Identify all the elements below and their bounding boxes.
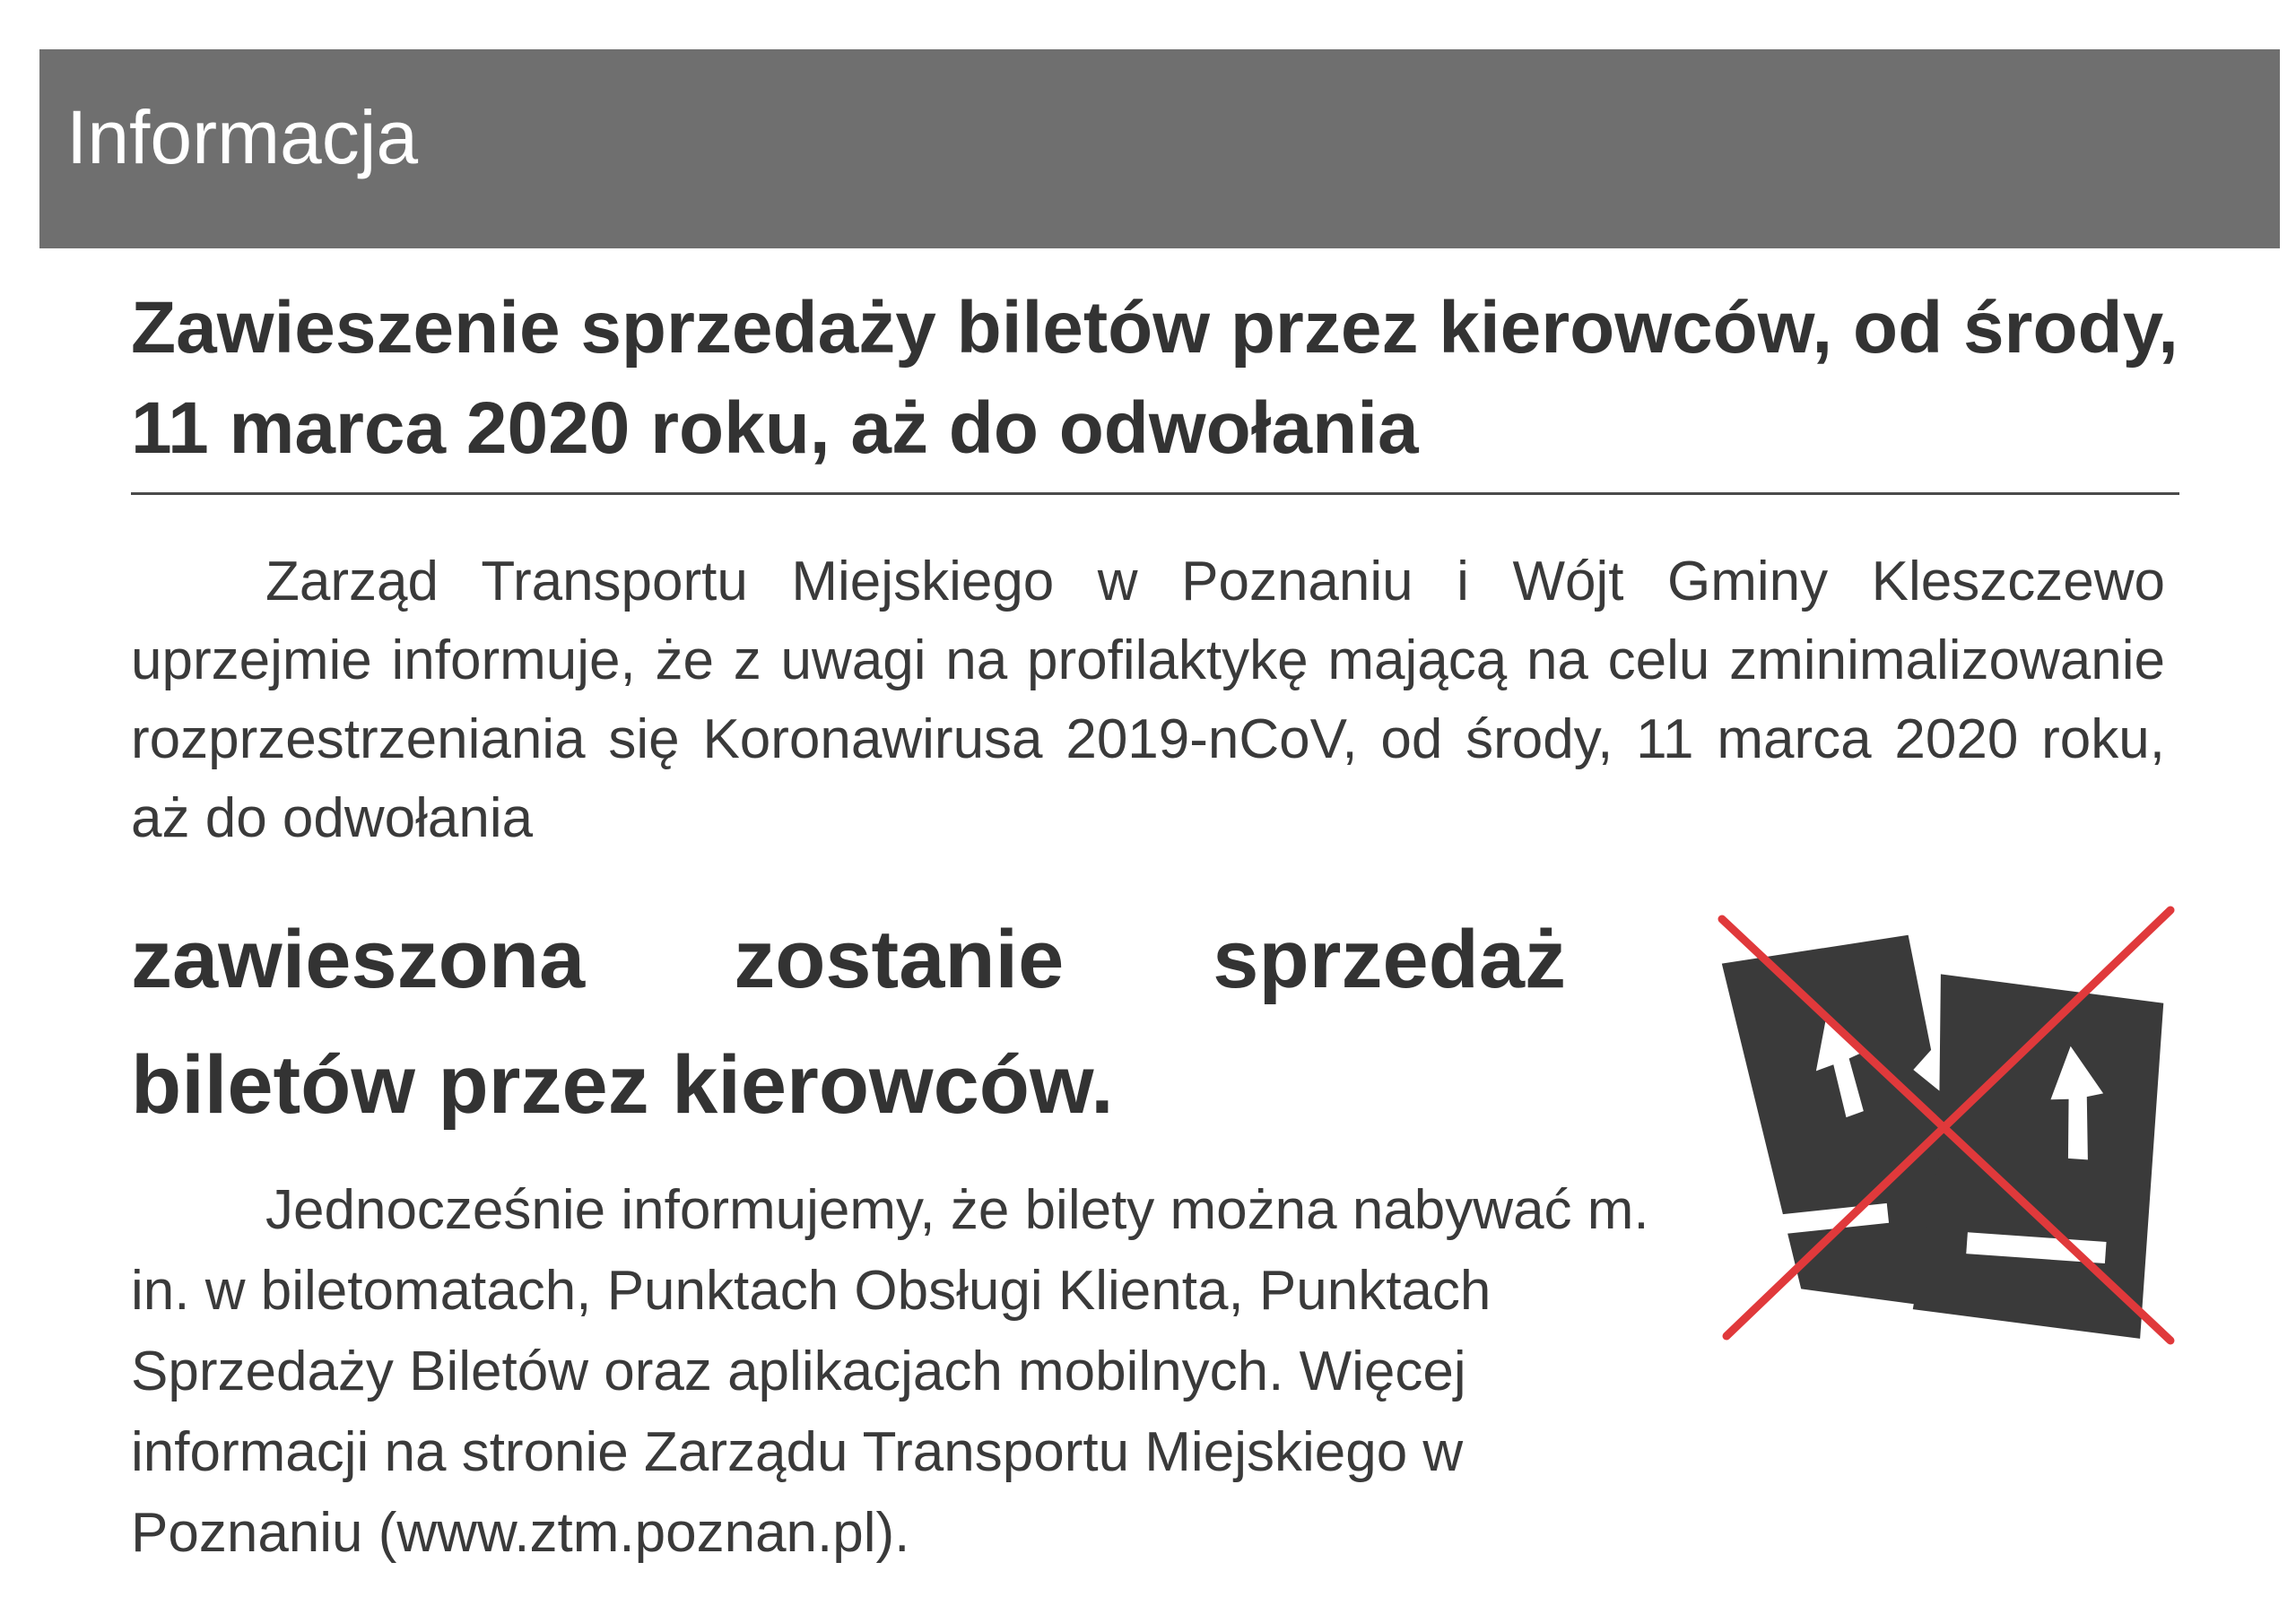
suspension-notice xyxy=(131,897,1566,1148)
tickets-svg xyxy=(1704,897,2188,1354)
intro-paragraph-text: Zarząd Transportu Miejskiego w Poznaniu i Wójt Gminy Kleszczewo uprzejmie informuje, że z uwagi na profilaktykę mającą na celu zminimalizowanie rozprzestrzeniania się Koronawirusa 2019-nCoV, od środy, 11 marca 2020 roku, aż do odwołania xyxy=(131,551,2165,849)
header-title: Informacja xyxy=(66,95,419,179)
notice-line-2: biletów przez kierowców. xyxy=(131,1039,1114,1131)
notice-line-1: zawieszona zostanie sprzedaż xyxy=(131,914,1566,1005)
intro-paragraph xyxy=(131,542,2165,858)
header-bar xyxy=(39,49,2280,248)
ticket-right-body xyxy=(1912,974,2165,1339)
info-paragraph-text: Jednocześnie informujemy, że bilety można nabywać m. in. w biletomatach, Punktach Obsługi Klienta, Punktach Sprzedaży Biletów oraz aplikacjach mobilnych. Więcej informacji na stronie Zarządu Transportu Miejskiego w Poznaniu (www.ztm.poznan.pl). xyxy=(131,1179,1649,1564)
title-divider xyxy=(131,492,2179,495)
crossed-out-tickets-icon xyxy=(1704,897,2188,1354)
info-paragraph xyxy=(131,1170,1709,1574)
document-title: Zawieszenie sprzedaży biletów przez kierowców, od środy, 11 marca 2020 roku, aż do odwołania xyxy=(131,287,2179,469)
ticket-right-icon xyxy=(1912,974,2165,1339)
